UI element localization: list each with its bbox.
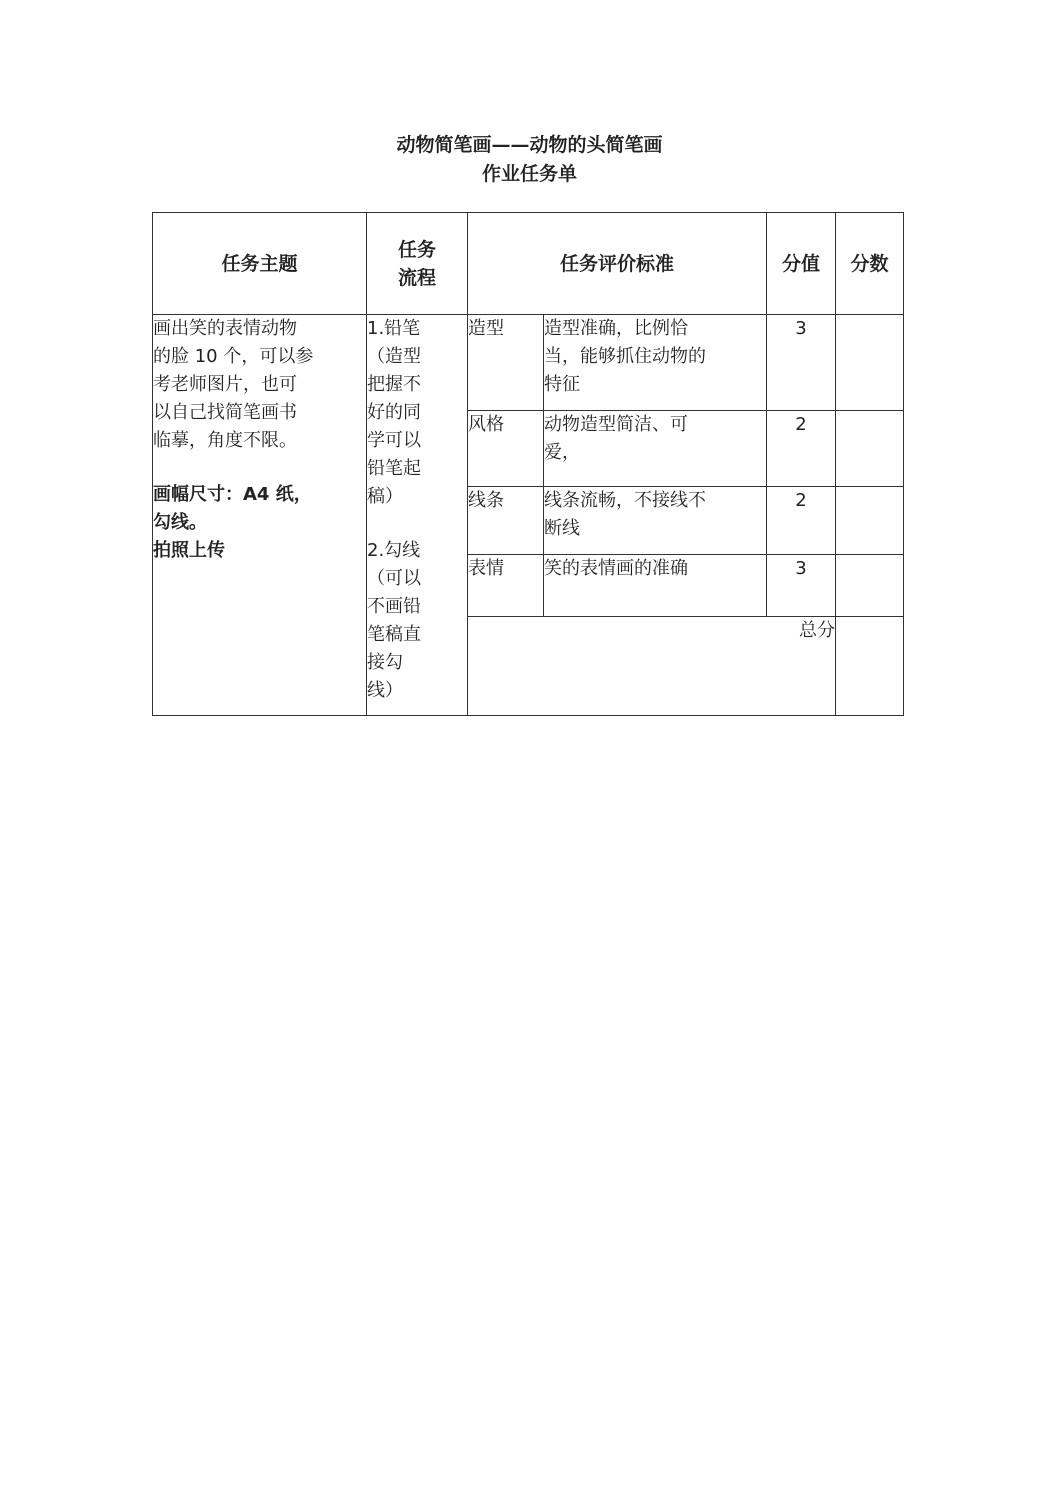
task-table	[152, 212, 904, 716]
theme-cell	[153, 315, 367, 716]
score-cell	[836, 487, 904, 555]
process-line: 学可以	[367, 430, 421, 451]
criteria-value: 3	[767, 555, 836, 617]
criteria-line: 动物造型简洁、可	[544, 414, 688, 435]
criteria-category: 表情	[468, 555, 544, 617]
theme-line: 临摹，角度不限。	[153, 430, 297, 451]
document-subtitle: 作业任务单	[481, 163, 577, 185]
process-line: （可以	[367, 568, 421, 589]
process-line: 把握不	[367, 374, 421, 395]
criteria-category: 造型	[468, 315, 544, 411]
criteria-line: 爱，	[544, 442, 580, 463]
process-line: 好的同	[367, 402, 421, 423]
theme-line: 以自己找简笔画书	[153, 402, 297, 423]
criteria-line: 断线	[544, 518, 580, 539]
theme-bold-line: 画幅尺寸：A4 纸，	[153, 484, 312, 505]
process-line: （造型	[367, 346, 421, 367]
header-value: 分值	[767, 213, 836, 315]
criteria-line: 笑的表情画的准确	[544, 558, 688, 579]
header-row	[153, 213, 904, 315]
theme-line: 的脸 10 个，可以参	[153, 346, 314, 367]
header-criteria: 任务评价标准	[468, 213, 767, 315]
criteria-value: 2	[767, 411, 836, 487]
criteria-description	[544, 555, 767, 617]
criteria-line: 造型准确，比例恰	[544, 318, 688, 339]
process-line: 1.铅笔	[367, 318, 421, 339]
criteria-category: 风格	[468, 411, 544, 487]
theme-bold-line: 勾线。	[153, 512, 207, 533]
criteria-value: 3	[767, 315, 836, 411]
header-process-line2: 流程	[397, 266, 436, 289]
theme-line: 画出笑的表情动物	[153, 318, 297, 339]
header-score: 分数	[836, 213, 904, 315]
criteria-line: 当，能够抓住动物的	[544, 346, 706, 367]
criteria-description	[544, 315, 767, 411]
header-process-line1: 任务	[397, 238, 436, 261]
header-theme: 任务主题	[153, 213, 367, 315]
process-line: 稿）	[367, 486, 403, 507]
document-title: 动物简笔画——动物的头简笔画	[396, 134, 663, 156]
process-cell	[367, 315, 468, 716]
total-label: 总分	[468, 617, 836, 716]
total-score-cell	[836, 617, 904, 716]
criteria-description	[544, 411, 767, 487]
criteria-row	[153, 315, 904, 411]
score-cell	[836, 555, 904, 617]
process-line: 2.勾线	[367, 540, 421, 561]
process-line: 铅笔起	[367, 458, 421, 479]
score-cell	[836, 411, 904, 487]
process-line: 线）	[367, 680, 403, 701]
criteria-description	[544, 487, 767, 555]
criteria-line: 线条流畅，不接线不	[544, 490, 706, 511]
theme-bold-line: 拍照上传	[153, 540, 225, 561]
criteria-category: 线条	[468, 487, 544, 555]
process-line: 笔稿直	[367, 624, 421, 645]
process-line: 接勾	[367, 652, 403, 673]
criteria-value: 2	[767, 487, 836, 555]
theme-line: 考老师图片，也可	[153, 374, 297, 395]
header-process	[367, 213, 468, 315]
criteria-line: 特征	[544, 374, 580, 395]
process-line: 不画铅	[367, 596, 421, 617]
score-cell	[836, 315, 904, 411]
